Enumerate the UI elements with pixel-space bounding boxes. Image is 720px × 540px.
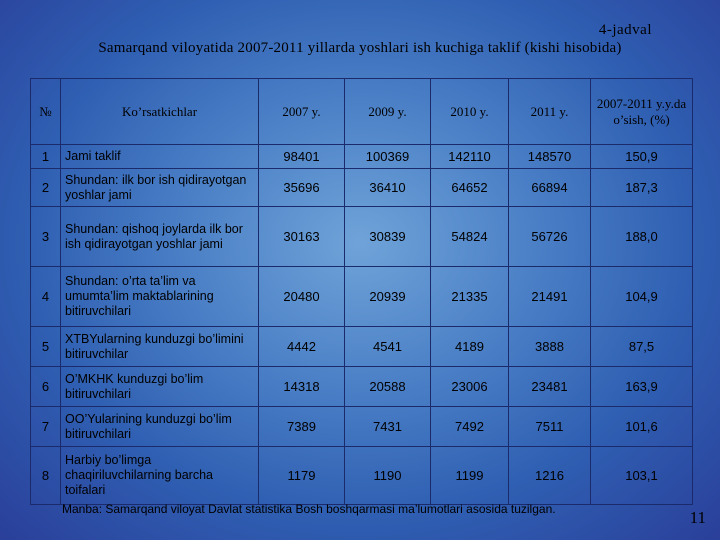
cell-2011: 1216 bbox=[509, 447, 591, 505]
header-2011: 2011 y. bbox=[509, 79, 591, 145]
header-2009: 2009 y. bbox=[345, 79, 431, 145]
header-num: № bbox=[31, 79, 61, 145]
cell-growth: 188,0 bbox=[591, 207, 693, 267]
cell-2010: 4189 bbox=[431, 327, 509, 367]
page-number: 11 bbox=[689, 508, 706, 527]
table-row bbox=[31, 327, 693, 367]
table-row bbox=[31, 169, 693, 207]
cell-growth: 87,5 bbox=[591, 327, 693, 367]
table-row bbox=[31, 447, 693, 505]
table-row bbox=[31, 407, 693, 447]
cell-growth: 103,1 bbox=[591, 447, 693, 505]
cell-2009: 36410 bbox=[345, 169, 431, 207]
row-number: 1 bbox=[31, 145, 61, 169]
cell-2007: 14318 bbox=[259, 367, 345, 407]
cell-2007: 7389 bbox=[259, 407, 345, 447]
row-number: 8 bbox=[31, 447, 61, 505]
row-indicator: Shundan: o’rta ta’lim va umumta’lim maktablarining bitiruvchilari bbox=[61, 267, 259, 327]
table-row bbox=[31, 267, 693, 327]
source-note: Manba: Samarqand viloyat Davlat statistika Bosh boshqarmasi ma’lumotlari asosida tuzilgan. bbox=[62, 502, 556, 516]
row-indicator: Shundan: qishoq joylarda ilk bor ish qidirayotgan yoshlar jami bbox=[61, 207, 259, 267]
row-indicator: Jami taklif bbox=[61, 145, 259, 169]
cell-2009: 100369 bbox=[345, 145, 431, 169]
cell-2010: 54824 bbox=[431, 207, 509, 267]
cell-2007: 20480 bbox=[259, 267, 345, 327]
cell-2009: 4541 bbox=[345, 327, 431, 367]
cell-2010: 64652 bbox=[431, 169, 509, 207]
row-number: 7 bbox=[31, 407, 61, 447]
row-indicator: O’MKHK kunduzgi bo’lim bitiruvchilari bbox=[61, 367, 259, 407]
cell-2011: 66894 bbox=[509, 169, 591, 207]
header-indicator: Ko’rsatkichlar bbox=[61, 79, 259, 145]
data-table bbox=[30, 78, 693, 505]
cell-2010: 21335 bbox=[431, 267, 509, 327]
row-indicator: Harbiy bo’limga chaqiriluvchilarning barcha toifalari bbox=[61, 447, 259, 505]
cell-2007: 1179 bbox=[259, 447, 345, 505]
cell-2009: 1190 bbox=[345, 447, 431, 505]
cell-2007: 30163 bbox=[259, 207, 345, 267]
cell-2007: 35696 bbox=[259, 169, 345, 207]
row-indicator: XTBYularning kunduzgi bo’limini bitiruvchilar bbox=[61, 327, 259, 367]
cell-2009: 20939 bbox=[345, 267, 431, 327]
table-label: 4-jadval bbox=[598, 22, 652, 38]
table-header-row bbox=[31, 79, 693, 145]
table-row bbox=[31, 207, 693, 267]
row-number: 3 bbox=[31, 207, 61, 267]
cell-2011: 21491 bbox=[509, 267, 591, 327]
cell-2010: 142110 bbox=[431, 145, 509, 169]
cell-growth: 150,9 bbox=[591, 145, 693, 169]
cell-growth: 104,9 bbox=[591, 267, 693, 327]
header-growth: 2007-2011 y.y.da o’sish, (%) bbox=[591, 79, 693, 145]
row-indicator: Shundan: ilk bor ish qidirayotgan yoshlar jami bbox=[61, 169, 259, 207]
cell-2011: 3888 bbox=[509, 327, 591, 367]
cell-2010: 1199 bbox=[431, 447, 509, 505]
row-number: 6 bbox=[31, 367, 61, 407]
cell-2009: 30839 bbox=[345, 207, 431, 267]
row-number: 5 bbox=[31, 327, 61, 367]
row-number: 4 bbox=[31, 267, 61, 327]
cell-growth: 101,6 bbox=[591, 407, 693, 447]
cell-2009: 7431 bbox=[345, 407, 431, 447]
cell-2011: 23481 bbox=[509, 367, 591, 407]
cell-2010: 7492 bbox=[431, 407, 509, 447]
page-title: Samarqand viloyatida 2007-2011 yillarda yoshlari ish kuchiga taklif (kishi hisobida) bbox=[98, 40, 622, 56]
table-row bbox=[31, 367, 693, 407]
cell-2007: 4442 bbox=[259, 327, 345, 367]
cell-2009: 20588 bbox=[345, 367, 431, 407]
header-2007: 2007 y. bbox=[259, 79, 345, 145]
cell-2010: 23006 bbox=[431, 367, 509, 407]
row-indicator: OO’Yularining kunduzgi bo’lim bitiruvchilari bbox=[61, 407, 259, 447]
cell-2011: 7511 bbox=[509, 407, 591, 447]
cell-growth: 163,9 bbox=[591, 367, 693, 407]
cell-2011: 148570 bbox=[509, 145, 591, 169]
row-number: 2 bbox=[31, 169, 61, 207]
table-row bbox=[31, 145, 693, 169]
cell-growth: 187,3 bbox=[591, 169, 693, 207]
cell-2011: 56726 bbox=[509, 207, 591, 267]
cell-2007: 98401 bbox=[259, 145, 345, 169]
header-2010: 2010 y. bbox=[431, 79, 509, 145]
